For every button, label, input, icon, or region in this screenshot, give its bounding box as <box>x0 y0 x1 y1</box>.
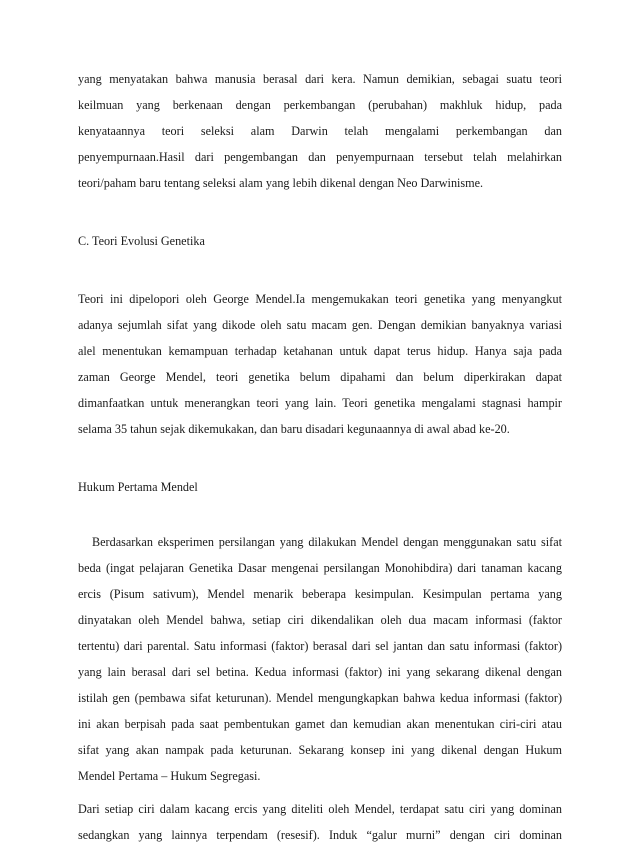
text-line: selama 35 tahun sejak dikemukakan, dan baru disadari kegunaannya di awal abad ke-20. <box>78 422 510 436</box>
text-line: istilah gen (pembawa sifat keturunan). Mendel mengungkapkan bahwa kedua informasi (faktor) <box>78 691 562 705</box>
last-paragraph <box>78 796 562 848</box>
text-line: alel menentukan kemampuan terhadap ketahanan untuk dapat terus hidup. Hanya saja pada <box>78 344 562 358</box>
text-line: keilmuan yang berkenaan dengan perkembangan (perubahan) makhluk hidup, pada <box>78 98 562 112</box>
spacer <box>78 500 562 529</box>
text-line: yang lain berasal dari sel betina. Kedua informasi (faktor) ini yang sekarang dikenal dengan <box>78 665 562 679</box>
mendel-paragraph <box>78 529 562 789</box>
genetika-paragraph <box>78 286 562 442</box>
text-line: sifat yang akan nampak pada keturunan. Sekarang konsep ini yang dikenal dengan Hukum <box>78 743 562 757</box>
text-line: zaman George Mendel, teori genetika belum dipahami dan belum diperkirakan dapat <box>78 370 562 384</box>
text-line: Mendel Pertama – Hukum Segregasi. <box>78 769 261 783</box>
subsection-heading: Hukum Pertama Mendel <box>78 480 198 494</box>
text-line: tertentu) dari parental. Satu informasi (faktor) berasal dari sel jantan dan satu informasi (faktor) <box>78 639 562 653</box>
text-line: ercis (Pisum sativum), Mendel menarik beberapa kesimpulan. Kesimpulan pertama yang <box>78 587 562 601</box>
text-line: yang menyatakan bahwa manusia berasal dari kera. Namun demikian, sebagai suatu teori <box>78 72 562 86</box>
text-line: kenyataannya teori seleksi alam Darwin telah mengalami perkembangan dan <box>78 124 562 138</box>
text-line: teori/paham baru tentang seleksi alam yang lebih dikenal dengan Neo Darwinisme. <box>78 176 484 190</box>
intro-paragraph <box>78 66 562 196</box>
text-line: Teori ini dipelopori oleh George Mendel.Ia mengemukakan teori genetika yang menyangkut <box>78 292 562 306</box>
spacer <box>78 789 562 796</box>
text-line: dinyatakan oleh Mendel bahwa, setiap ciri dikendalikan oleh dua macam informasi (faktor <box>78 613 562 627</box>
text-line: adanya sejumlah sifat yang dikode oleh satu macam gen. Dengan demikian banyaknya variasi <box>78 318 562 332</box>
text-line: ini akan berpisah pada saat pembentukan gamet dan kemudian akan menentukan ciri-ciri atau <box>78 717 562 731</box>
text-line: dimanfaatkan untuk menerangkan teori yang lain. Teori genetika mengalami stagnasi hampir <box>78 396 562 410</box>
spacer <box>78 254 562 286</box>
text-line: sedangkan yang lainnya terpendam (resesif). Induk “galur murni” dengan ciri dominan <box>78 828 562 842</box>
spacer <box>78 442 562 474</box>
section-heading: C. Teori Evolusi Genetika <box>78 234 205 248</box>
document-page <box>78 66 562 848</box>
text-line: penyempurnaan.Hasil dari pengembangan dan penyempurnaan tersebut telah melahirkan <box>78 150 562 164</box>
text-line: Dari setiap ciri dalam kacang ercis yang diteliti oleh Mendel, terdapat satu ciri yang dominan <box>78 802 562 816</box>
text-line: Berdasarkan eksperimen persilangan yang dilakukan Mendel dengan menggunakan satu sifat <box>92 535 562 549</box>
spacer <box>78 196 562 228</box>
text-line: beda (ingat pelajaran Genetika Dasar mengenai persilangan Monohibdira) dari tanaman kacang <box>78 561 562 575</box>
